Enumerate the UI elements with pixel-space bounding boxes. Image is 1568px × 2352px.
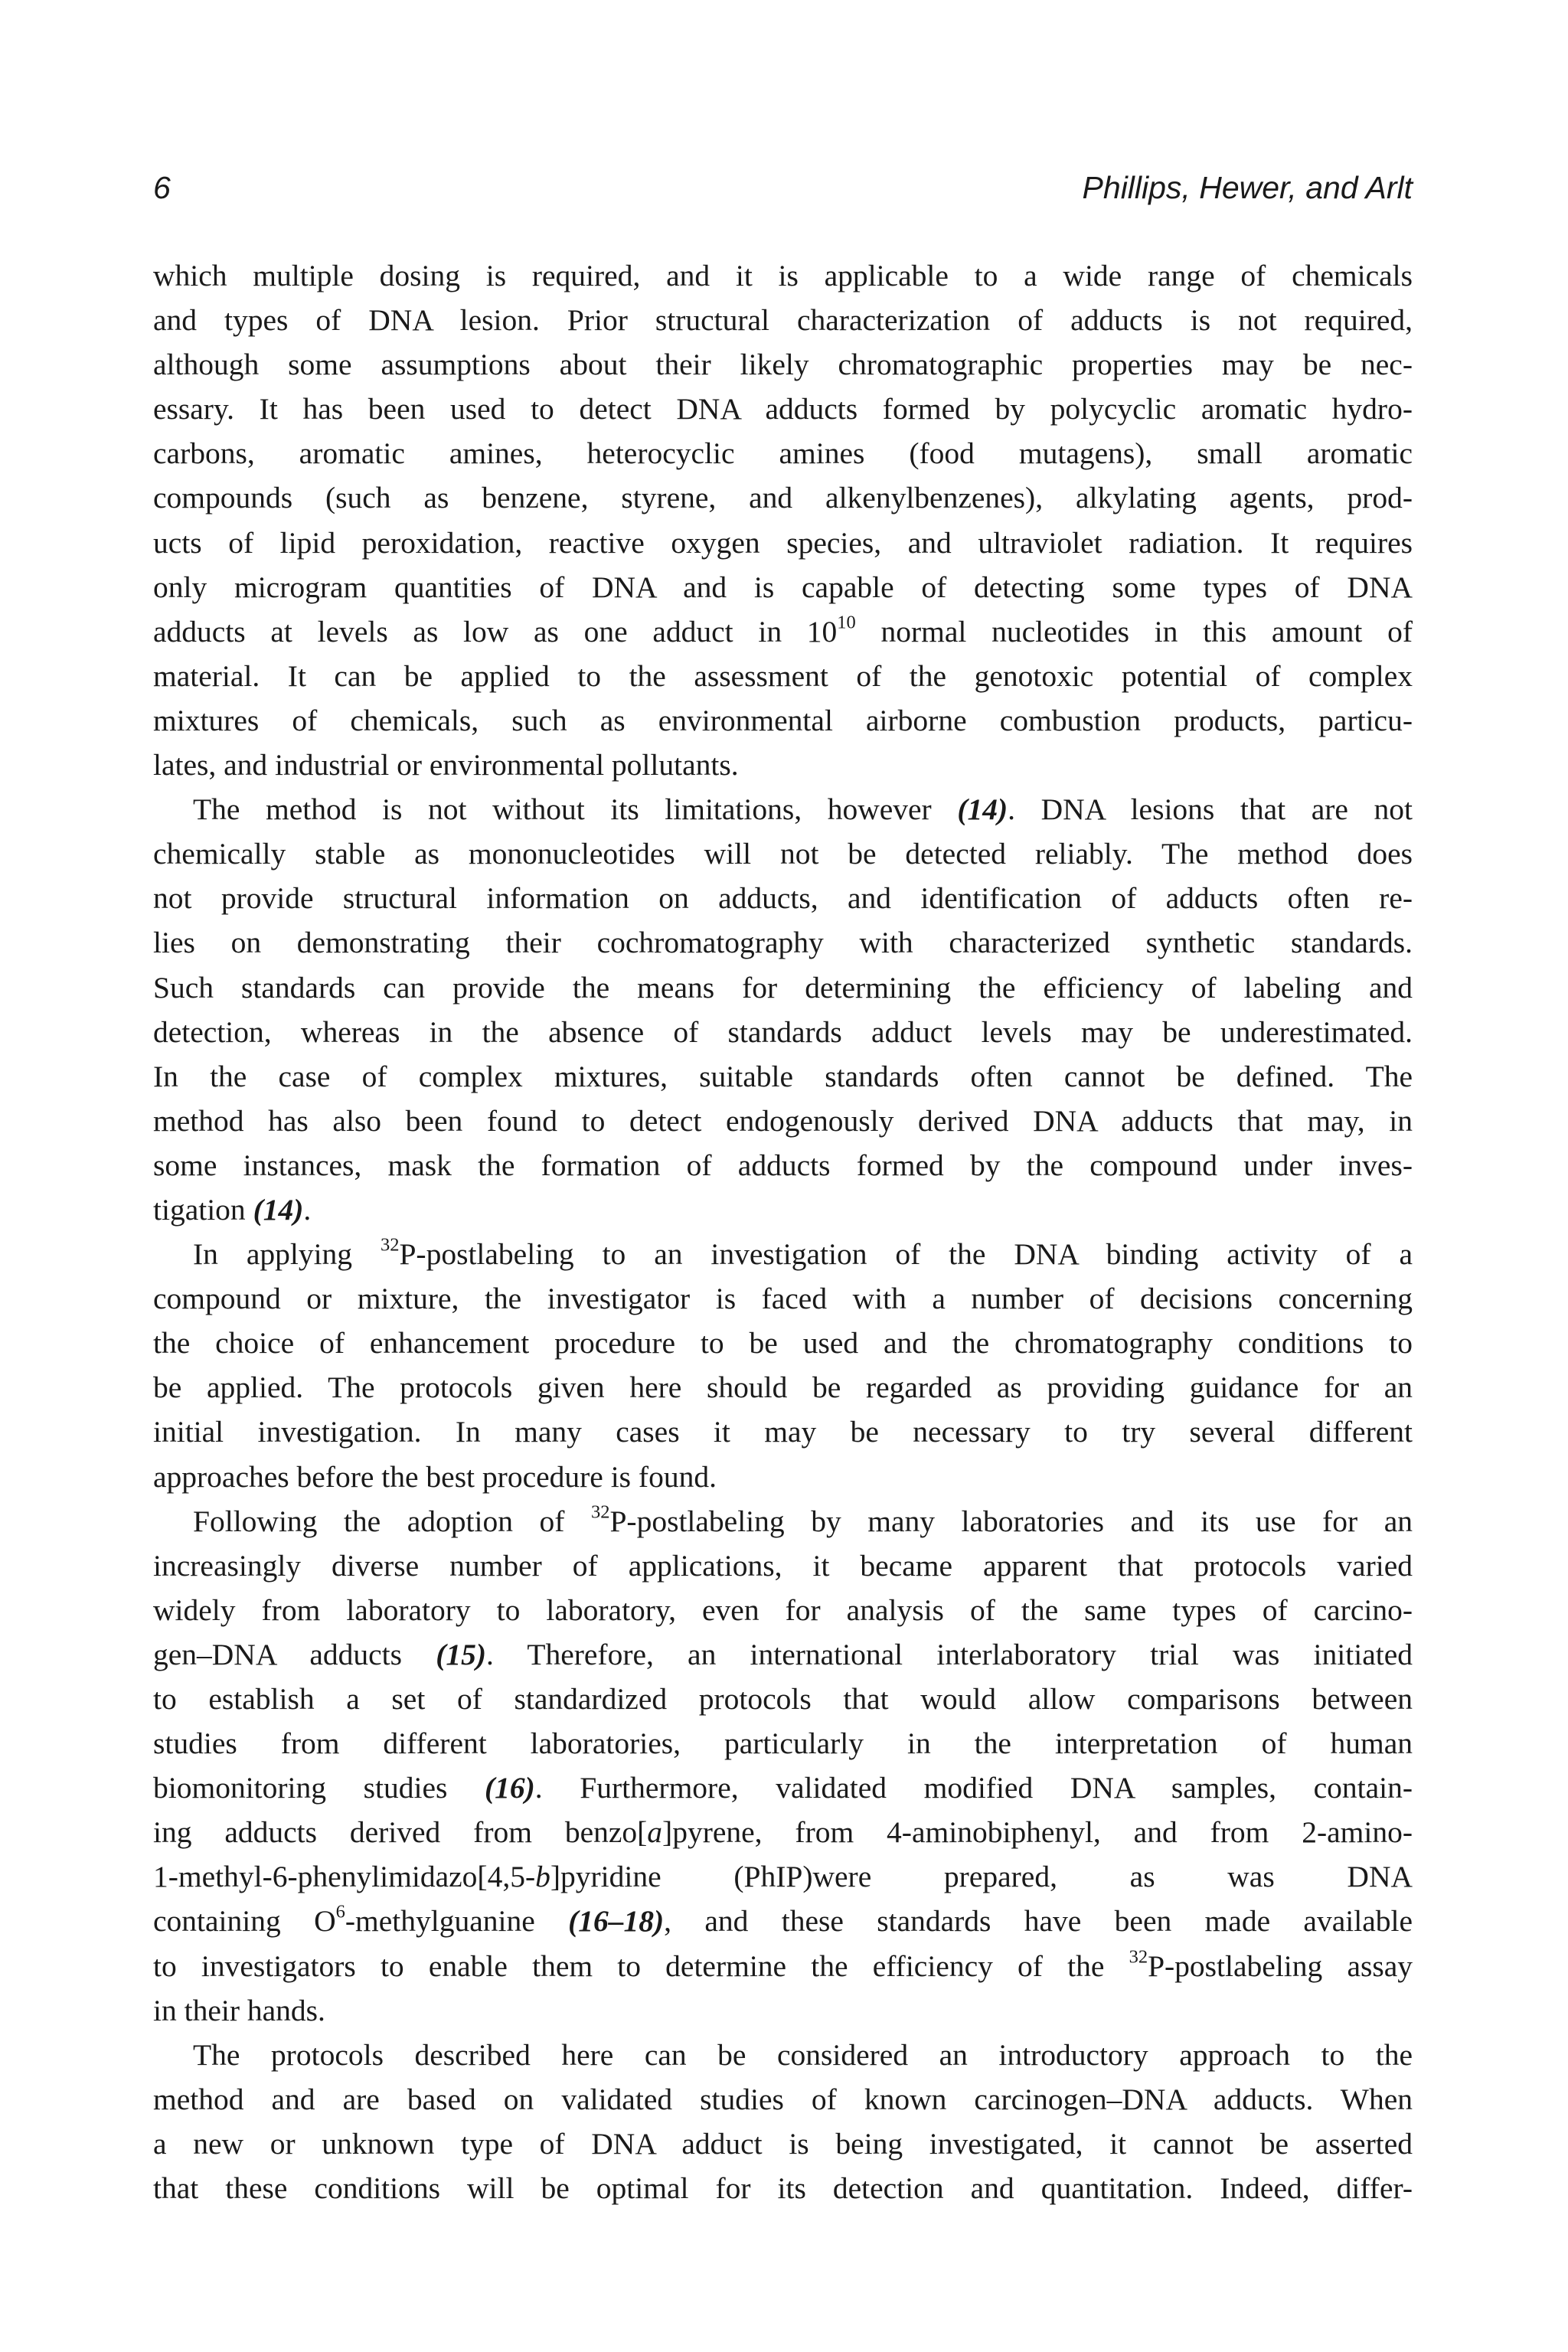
text-segment: some instances, mask the formation of adducts formed by the compound under inves- <box>153 1148 1413 1182</box>
text-line <box>153 298 1413 342</box>
text-line <box>153 654 1413 698</box>
text-segment: that these conditions will be optimal for its detection and quantitation. Indeed, differ- <box>153 2171 1413 2206</box>
text-line <box>153 965 1413 1010</box>
text-line <box>153 1544 1413 1588</box>
text-line <box>153 1455 1413 1499</box>
paragraph <box>153 1232 1413 1499</box>
text-line <box>153 2166 1413 2210</box>
text-segment: Such standards can provide the means for determining the efficiency of labeling and <box>153 970 1413 1004</box>
text-segment: increasingly diverse number of applications, it became apparent that protocols varied <box>153 1548 1413 1583</box>
text-line <box>153 1499 1413 1544</box>
text-segment: mixtures of chemicals, such as environmental airborne combustion products, particu- <box>153 703 1413 737</box>
superscript: 6 <box>335 1901 345 1922</box>
paragraph <box>153 253 1413 787</box>
text-segment: studies from different laboratories, particularly in the interpretation of human <box>153 1726 1413 1761</box>
text-segment: adducts at levels as low as one adduct in 10 <box>153 614 838 648</box>
text-segment: lies on demonstrating their cochromatography with characterized synthetic standards. <box>153 926 1413 960</box>
reference-citation: (14) <box>957 792 1008 827</box>
text-segment: The protocols described here can be considered an introductory approach to the <box>193 2037 1413 2072</box>
body-text <box>153 253 1413 2210</box>
text-line <box>153 698 1413 743</box>
text-segment: be applied. The protocols given here should be regarded as providing guidance for an <box>153 1370 1413 1405</box>
superscript: 32 <box>1129 1945 1148 1967</box>
text-segment: which multiple dosing is required, and it is applicable to a wide range of chemicals <box>153 259 1413 292</box>
text-line <box>153 253 1413 298</box>
text-line <box>153 342 1413 387</box>
text-line <box>153 1588 1413 1632</box>
text-line <box>153 1721 1413 1766</box>
text-line <box>153 1099 1413 1143</box>
text-line <box>153 1677 1413 1721</box>
text-segment: approaches before the best procedure is found. <box>153 1459 717 1494</box>
reference-citation: (16–18) <box>568 1904 665 1939</box>
text-segment: . <box>303 1192 312 1227</box>
text-segment: only microgram quantities of DNA and is capable of detecting some types of DNA <box>153 570 1413 604</box>
text-line <box>153 1321 1413 1365</box>
text-segment: ]pyrene, from 4-aminobiphenyl, and from 2-amino- <box>662 1815 1413 1850</box>
text-segment: chemically stable as mononucleotides will not be detected reliably. The method does <box>153 837 1413 871</box>
text-segment: biomonitoring studies <box>153 1771 485 1805</box>
text-line <box>153 1632 1413 1677</box>
text-line <box>153 920 1413 965</box>
text-segment: to investigators to enable them to determine the efficiency of the <box>153 1949 1129 1983</box>
text-line <box>153 1276 1413 1321</box>
text-line <box>153 787 1413 831</box>
text-segment: widely from laboratory to laboratory, even for analysis of the same types of carcino- <box>153 1592 1413 1627</box>
superscript: 10 <box>837 612 856 633</box>
text-segment: ucts of lipid peroxidation, reactive oxygen species, and ultraviolet radiation. It requires <box>153 525 1413 560</box>
paragraph <box>153 2033 1413 2210</box>
text-line <box>153 1854 1413 1899</box>
paragraph <box>153 1499 1413 2033</box>
text-line <box>153 475 1413 520</box>
text-segment: P-postlabeling assay <box>1148 1949 1413 1983</box>
text-line <box>153 609 1413 654</box>
text-segment: P-postlabeling by many laboratories and its use for an <box>609 1504 1413 1538</box>
text-segment: -methylguanine <box>345 1904 569 1939</box>
text-line <box>153 1365 1413 1410</box>
text-segment: ing adducts derived from benzo[ <box>153 1815 648 1850</box>
text-segment: material. It can be applied to the assessment of the genotoxic potential of complex <box>153 658 1413 693</box>
text-line <box>153 565 1413 609</box>
text-segment: . Therefore, an international interlaboratory trial was initiated <box>486 1637 1413 1671</box>
text-segment: the choice of enhancement procedure to be used and the chromatography conditions to <box>153 1326 1413 1361</box>
text-segment: gen–DNA adducts <box>153 1637 436 1671</box>
text-segment: and types of DNA lesion. Prior structural characterization of adducts is not required, <box>153 303 1413 338</box>
reference-citation: (14) <box>253 1192 304 1227</box>
text-segment: essary. It has been used to detect DNA adducts formed by polycyclic aromatic hydro- <box>153 392 1413 426</box>
text-segment: compounds (such as benzene, styrene, and alkenylbenzenes), alkylating agents, prod- <box>153 481 1413 515</box>
text-line <box>153 387 1413 431</box>
text-segment: carbons, aromatic amines, heterocyclic amines (food mutagens), small aromatic <box>153 436 1413 471</box>
text-line <box>153 831 1413 876</box>
text-segment: in their hands. <box>153 1993 325 2027</box>
text-line <box>153 2033 1413 2077</box>
text-segment: In the case of complex mixtures, suitable standards often cannot be defined. The <box>153 1059 1413 1093</box>
text-line <box>153 521 1413 565</box>
text-line <box>153 1988 1413 2033</box>
page-number: 6 <box>153 170 171 205</box>
text-line <box>153 743 1413 787</box>
text-line <box>153 431 1413 475</box>
superscript: 32 <box>380 1234 400 1256</box>
reference-citation: (16) <box>484 1771 535 1805</box>
text-segment: detection, whereas in the absence of standards adduct levels may be underestimated. <box>153 1014 1413 1049</box>
text-segment: containing O <box>153 1904 336 1939</box>
text-segment: . Furthermore, validated modified DNA samples, contain- <box>534 1771 1413 1805</box>
text-line <box>153 1944 1413 1988</box>
text-segment: P-postlabeling to an investigation of the DNA binding activity of a <box>399 1237 1413 1272</box>
superscript: 32 <box>590 1501 610 1522</box>
text-segment: a <box>647 1815 663 1850</box>
text-line <box>153 1143 1413 1187</box>
text-segment: The method is not without its limitations, however <box>193 792 958 827</box>
text-line <box>153 1187 1413 1232</box>
text-segment: 1-methyl-6-phenylimidazo[4,5- <box>153 1860 536 1894</box>
text-segment: compound or mixture, the investigator is faced with a number of decisions concerning <box>153 1282 1413 1316</box>
reference-citation: (15) <box>436 1637 486 1671</box>
text-line <box>153 1810 1413 1854</box>
text-segment: method and are based on validated studies of known carcinogen–DNA adducts. When <box>153 2082 1413 2116</box>
text-segment: , and these standards have been made available <box>664 1904 1413 1939</box>
text-line <box>153 1054 1413 1099</box>
text-line <box>153 1899 1413 1943</box>
text-segment: to establish a set of standardized protocols that would allow comparisons between <box>153 1682 1413 1716</box>
text-segment: tigation <box>153 1192 253 1227</box>
text-segment: not provide structural information on adducts, and identification of adducts often re- <box>153 881 1413 916</box>
text-line <box>153 876 1413 920</box>
text-segment: although some assumptions about their likely chromatographic properties may be nec- <box>153 348 1413 382</box>
running-head-authors: Phillips, Hewer, and Arlt <box>1082 170 1413 205</box>
text-segment: ]pyridine (PhIP)were prepared, as was DNA <box>550 1860 1413 1894</box>
text-segment: lates, and industrial or environmental pollutants. <box>153 748 739 782</box>
text-segment: initial investigation. In many cases it may be necessary to try several different <box>153 1415 1413 1449</box>
text-segment: . DNA lesions that are not <box>1008 792 1413 827</box>
text-segment: b <box>535 1860 550 1894</box>
running-header <box>153 170 1413 216</box>
text-line <box>153 1232 1413 1276</box>
text-line <box>153 2122 1413 2166</box>
text-segment: a new or unknown type of DNA adduct is being investigated, it cannot be asserted <box>153 2126 1413 2161</box>
text-line <box>153 2077 1413 2122</box>
text-line <box>153 1410 1413 1454</box>
text-segment: method has also been found to detect endogenously derived DNA adducts that may, in <box>153 1103 1413 1138</box>
text-segment: normal nucleotides in this amount of <box>855 614 1413 648</box>
text-line <box>153 1766 1413 1810</box>
text-segment: In applying <box>193 1237 381 1272</box>
paragraph <box>153 787 1413 1232</box>
text-line <box>153 1010 1413 1054</box>
text-segment: Following the adoption of <box>193 1504 591 1538</box>
